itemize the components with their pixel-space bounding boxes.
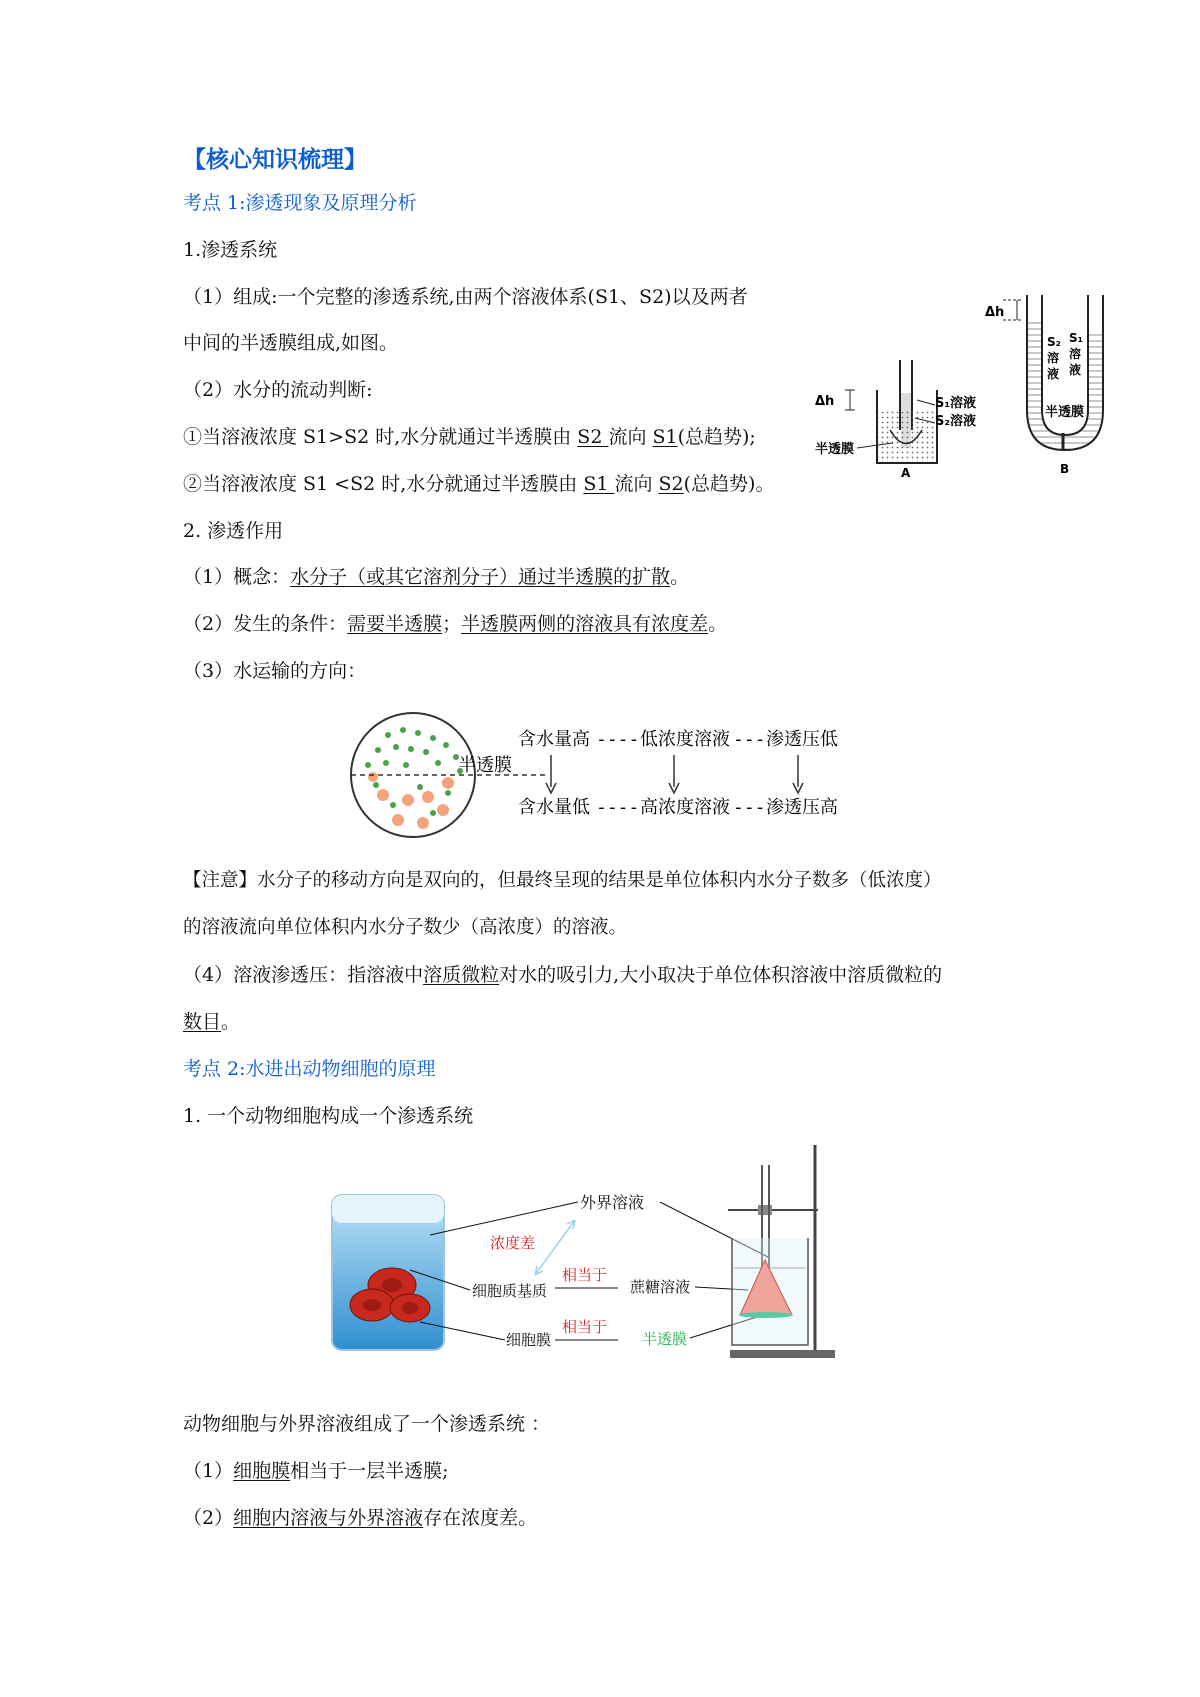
- figure-b-membrane-label: 半透膜: [1045, 405, 1085, 420]
- paragraph-water-flow: （2）水分的流动判断:: [183, 379, 373, 401]
- section-heading: 【核心知识梳理】: [183, 146, 367, 173]
- key-point-2-title: 考点 2:水进出动物细胞的原理: [183, 1058, 436, 1080]
- flow-row2-water-low: 含水量低: [518, 797, 590, 818]
- flow-row1-pressure-low: 渗透压低: [766, 729, 838, 750]
- flow-dash-1: ----: [596, 729, 640, 750]
- semipermeable-membrane-label: 半透膜: [642, 1330, 688, 1348]
- figure-a-delta-h: Δh: [815, 394, 835, 409]
- flow-row1-low-conc: 低浓度溶液: [640, 729, 730, 750]
- animal-cell-point-2: （2）细胞内溶液与外界溶液存在浓度差。: [183, 1507, 538, 1529]
- figure-b-s1-char2: 液: [1069, 363, 1082, 377]
- sucrose-solution-label: 蔗糖溶液: [630, 1278, 691, 1296]
- figure-b-s1-char1: 溶: [1069, 347, 1082, 361]
- paragraph-direction: （3）水运输的方向：: [183, 660, 367, 682]
- osmosis-title: 2. 渗透作用: [183, 520, 284, 542]
- figure-b-delta-h: Δh: [985, 305, 1005, 320]
- cytoplasm-label: 细胞质基质: [472, 1282, 548, 1300]
- flow-membrane-label: 半透膜: [458, 755, 512, 776]
- equivalent-label-2: 相当于: [562, 1318, 608, 1336]
- figure-b-s2-char1: 溶: [1047, 351, 1060, 365]
- flow-row2-high-conc: 高浓度溶液: [640, 797, 730, 818]
- animal-cell-paragraph: 动物细胞与外界溶液组成了一个渗透系统 ：: [183, 1413, 551, 1435]
- figure-a-s1-label: S₁溶液: [935, 396, 977, 411]
- osmosis-figure-a: [815, 355, 1000, 480]
- cell-membrane-label: 细胞膜: [506, 1331, 552, 1349]
- paragraph-case-2: ②当溶液浓度 S1 <S2 时,水分就通过半透膜由 S1 流向 S2(总趋势)。: [183, 473, 775, 495]
- equivalent-label-1: 相当于: [562, 1266, 608, 1284]
- animal-cell-title: 1. 一个动物细胞构成一个渗透系统: [183, 1105, 474, 1127]
- note-paragraph: 【注意】水分子的移动方向是双向的，但最终呈现的结果是单位体积内水分子数多（低浓度）: [183, 870, 942, 891]
- flow-dash-3: ----: [596, 797, 640, 818]
- paragraph-osmotic-pressure-cont: 数目。: [183, 1011, 241, 1033]
- note-paragraph-cont: 的溶液流向单位体积内水分子数少（高浓度）的溶液。: [183, 917, 628, 938]
- paragraph-concept: （1）概念：水分子（或其它溶剂分子）通过半透膜的扩散。: [183, 566, 690, 588]
- figure-b-s2-label: S₂: [1047, 335, 1061, 349]
- figure-b-s2-char2: 液: [1047, 367, 1060, 381]
- paragraph-case-1: ①当溶液浓度 S1>S2 时,水分就通过半透膜由 S2 流向 S1(总趋势);: [183, 426, 756, 448]
- outer-solution-label: 外界溶液: [580, 1193, 645, 1212]
- flow-row2-pressure-high: 渗透压高: [766, 797, 838, 818]
- water-direction-figure: [348, 705, 856, 845]
- flow-dash-4: ---: [733, 797, 766, 818]
- animal-cell-point-1: （1）细胞膜相当于一层半透膜;: [183, 1460, 449, 1482]
- paragraph-composition: （1）组成:一个完整的渗透系统,由两个溶液体系(S1、S2)以及两者: [183, 286, 748, 308]
- osmosis-figure-b: [985, 290, 1150, 480]
- figure-a-label: A: [901, 466, 911, 480]
- paragraph-conditions: （2）发生的条件：需要半透膜；半透膜两侧的溶液具有浓度差。: [183, 613, 728, 635]
- figure-a-s2-label: S₂溶液: [935, 414, 977, 429]
- key-point-1-title: 考点 1:渗透现象及原理分析: [183, 192, 417, 214]
- figure-a-membrane-label: 半透膜: [815, 442, 855, 457]
- flow-dash-2: ---: [733, 729, 766, 750]
- animal-cell-figure: [330, 1140, 870, 1375]
- figure-b-label: B: [1060, 462, 1070, 476]
- concentration-diff-label: 浓度差: [490, 1234, 536, 1252]
- flow-row1-water-high: 含水量高: [518, 729, 590, 750]
- osmosis-system-title: 1.渗透系统: [183, 239, 278, 261]
- figure-b-s1-label: S₁: [1069, 331, 1083, 345]
- paragraph-osmotic-pressure: （4）溶液渗透压：指溶液中溶质微粒对水的吸引力,大小取决于单位体积溶液中溶质微粒的: [183, 964, 943, 986]
- paragraph-composition-cont: 中间的半透膜组成,如图。: [183, 332, 399, 354]
